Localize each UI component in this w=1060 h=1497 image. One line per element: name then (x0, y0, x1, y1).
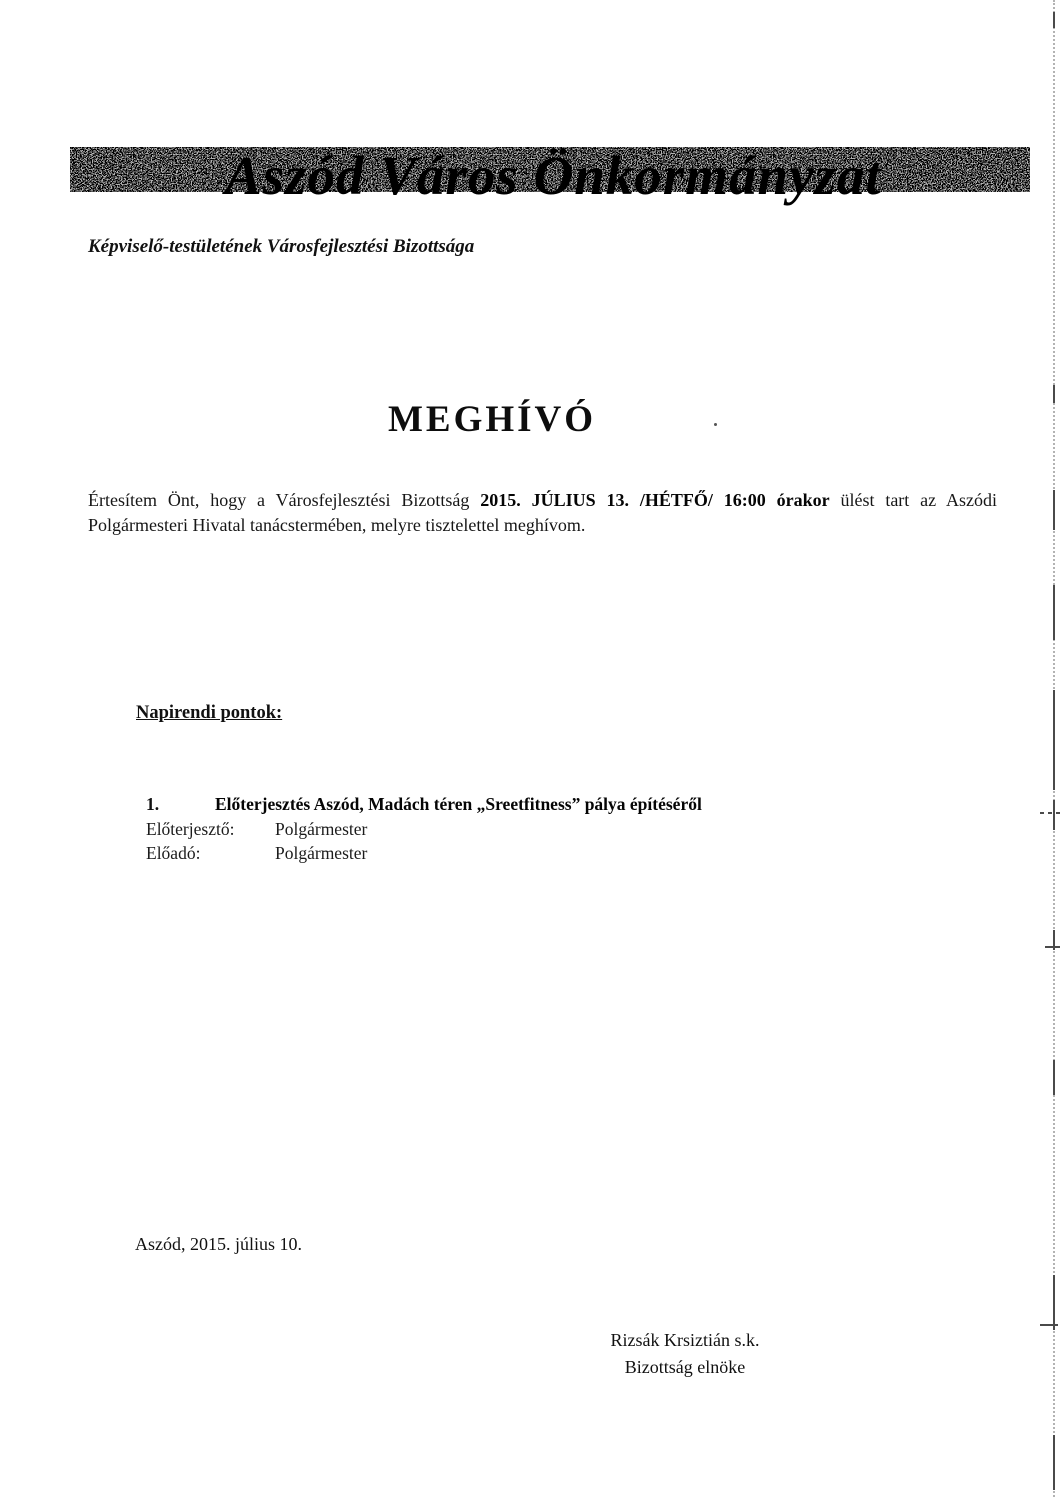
date-place-line: Aszód, 2015. július 10. (135, 1234, 303, 1254)
presenter-label: Előterjesztő: (146, 819, 235, 839)
scanned-stamp-watermark (515, 619, 813, 1101)
invitation-paragraph (88, 488, 997, 538)
speaker-label: Előadó: (146, 843, 201, 863)
agenda-heading: Napirendi pontok: (136, 703, 283, 723)
presenter-value: Polgármester (275, 819, 368, 839)
agenda-presenter-row (146, 819, 367, 840)
signer-name: Rizsák Krsiztián s.k. (610, 1330, 760, 1350)
intro-text-pre: Értesítem Önt, hogy a Városfejlesztési Bizottság (88, 490, 481, 510)
scan-edge-mark (1053, 1275, 1055, 1330)
meeting-datetime: 2015. JÚLIUS 13. /HÉTFŐ/ 16:00 órakor (480, 490, 830, 510)
agenda-speaker-row (146, 843, 367, 864)
scan-speck (714, 423, 717, 426)
document-title: MEGHÍVÓ (388, 399, 597, 440)
scan-edge-mark (1053, 12, 1055, 28)
scan-edge-mark (1053, 490, 1055, 530)
scan-edge-mark (1053, 1060, 1055, 1095)
agenda-item-title: Előterjesztés Aszód, Madách téren „Sreetfitness” pálya építéséről (215, 794, 702, 814)
scan-edge-tick (1040, 1324, 1058, 1326)
scan-edge-mark (1053, 800, 1055, 830)
speaker-value: Polgármester (275, 843, 368, 863)
scan-edge-tick (1040, 812, 1060, 814)
organization-name: Aszód Város Önkormányzat (225, 145, 882, 206)
scan-edge-mark (1053, 385, 1055, 403)
committee-subtitle: Képviselő-testületének Városfejlesztési Bizottsága (88, 236, 475, 257)
intro-text-post: ülést tart az Aszódi Polgármesteri Hivatal tanácstermében, melyre tisztelettel meghívom. (88, 490, 998, 535)
agenda-item-number: 1. (146, 794, 160, 814)
agenda-item-1 (146, 794, 702, 815)
scan-edge-mark (1053, 1435, 1055, 1490)
scan-edge-mark (1053, 690, 1055, 790)
signature-block (555, 1327, 815, 1381)
scan-edge-mark (1053, 585, 1055, 640)
scan-edge-tick (1045, 946, 1060, 948)
signer-role: Bizottság elnöke (624, 1357, 746, 1377)
